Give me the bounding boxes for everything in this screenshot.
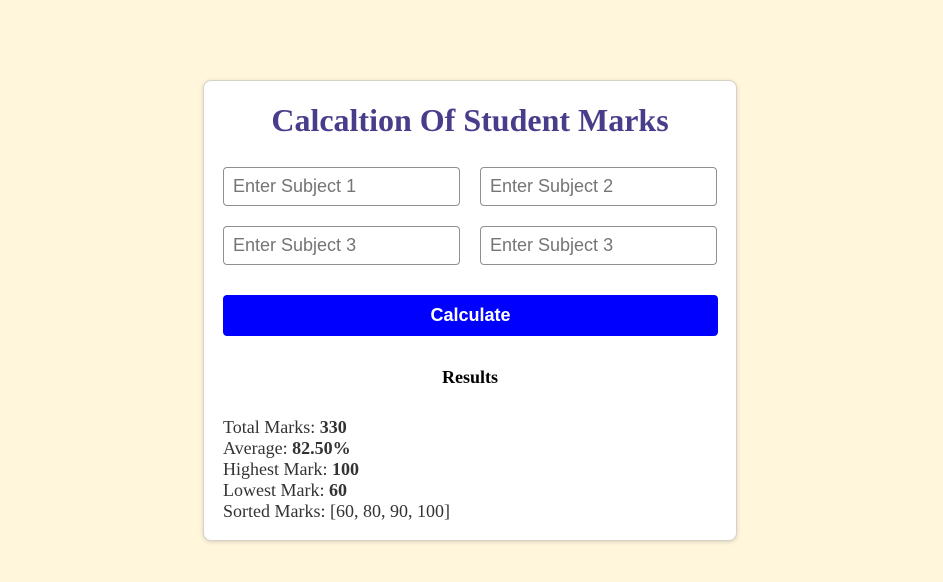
marks-card — [203, 80, 737, 541]
sorted-marks-row — [223, 501, 450, 522]
highest-mark-value: 100 — [331, 459, 359, 479]
results-heading: Results — [441, 367, 498, 387]
average-value: 82.50% — [292, 438, 351, 458]
lowest-mark-value: 60 — [328, 480, 347, 500]
lowest-mark-row — [223, 480, 450, 501]
total-marks-label: Total Marks: — [223, 417, 320, 437]
subject-2-input[interactable] — [480, 167, 717, 206]
subject-4-input[interactable] — [480, 226, 717, 265]
sorted-marks-value: [60, 80, 90, 100] — [330, 501, 450, 521]
total-marks-row — [223, 417, 450, 438]
average-row — [223, 438, 450, 459]
calculate-button[interactable]: Calculate — [223, 295, 718, 336]
results-list — [223, 417, 450, 522]
subject-1-input[interactable] — [223, 167, 460, 206]
sorted-marks-label: Sorted Marks: — [223, 501, 330, 521]
subject-3-input[interactable] — [223, 226, 460, 265]
page-title: Calcaltion Of Student Marks — [271, 102, 669, 138]
total-marks-value: 330 — [319, 417, 347, 437]
highest-mark-label: Highest Mark: — [223, 459, 332, 479]
highest-mark-row — [223, 459, 450, 480]
lowest-mark-label: Lowest Mark: — [223, 480, 329, 500]
average-label: Average: — [223, 438, 293, 458]
